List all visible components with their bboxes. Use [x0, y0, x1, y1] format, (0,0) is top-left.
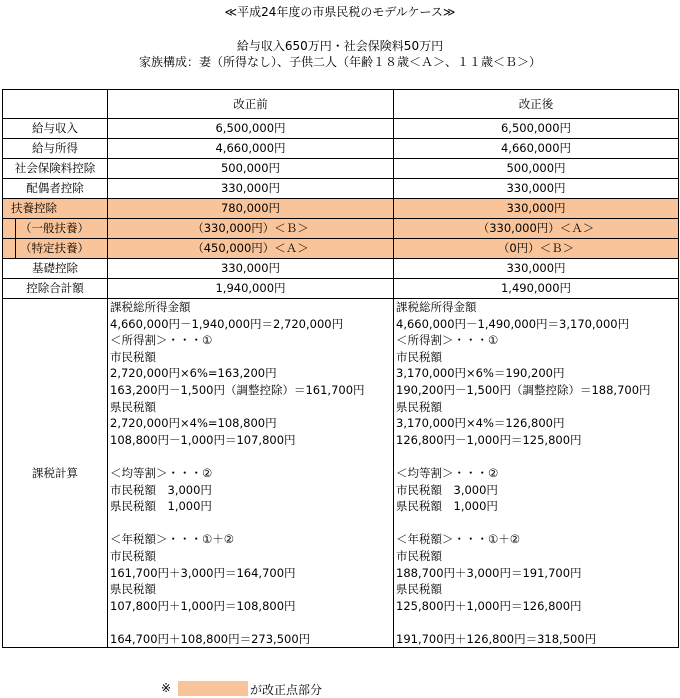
calc-label: 課税計算 [3, 299, 108, 648]
row-label: 基礎控除 [3, 259, 108, 279]
calc-line [110, 515, 391, 532]
calc-line: ＜均等割＞・・・② [110, 465, 213, 480]
calc-line: 190,200円－1,500円（調整控除）＝188,700円 [396, 382, 651, 397]
calc-line: 市民税額 [396, 548, 442, 563]
row-after-value: 330,000円 [394, 259, 679, 279]
row-after-value: 330,000円 [394, 199, 679, 219]
row-before-value: 500,000円 [108, 159, 394, 179]
calc-line: 市民税額 [396, 349, 442, 364]
row-before-value: 4,660,000円 [108, 139, 394, 159]
calc-line: 市民税額 3,000円 [110, 482, 212, 497]
row-before-value: （450,000円）＜Ａ＞ [108, 239, 394, 259]
row-before-value: 1,940,000円 [108, 279, 394, 299]
calc-line: 4,660,000円－1,490,000円＝3,170,000円 [396, 316, 630, 331]
row-label: 給与所得 [3, 139, 108, 159]
calc-line: 県民税額 1,000円 [396, 499, 498, 514]
row-before-value: 780,000円 [108, 199, 394, 219]
row-label: 扶養控除 [3, 199, 108, 219]
calc-line: 126,800円－1,000円＝125,800円 [396, 432, 582, 447]
table-row [3, 139, 679, 159]
row-label: 給与収入 [3, 119, 108, 139]
row-before-value: （330,000円）＜Ｂ＞ [108, 219, 394, 239]
calc-line: 188,700円＋3,000円＝191,700円 [396, 565, 582, 580]
calc-line [110, 448, 391, 465]
calc-line: 市民税額 [110, 349, 156, 364]
calc-line: ＜所得割＞・・・① [396, 333, 499, 348]
calc-line [396, 448, 676, 465]
table-row [3, 179, 679, 199]
calc-line: 2,720,000円×4%=108,800円 [110, 416, 277, 431]
row-label-cell [3, 239, 108, 259]
calc-line: 県民税額 [110, 399, 156, 414]
calc-line: 125,800円＋1,000円＝126,800円 [396, 598, 582, 613]
row-label: （特定扶養） [15, 239, 89, 258]
calc-line: 164,700円＋108,800円＝273,500円 [110, 631, 311, 646]
tax-comparison-table [2, 89, 679, 648]
calc-line: 4,660,000円－1,940,000円＝2,720,000円 [110, 316, 344, 331]
row-before-value: 330,000円 [108, 179, 394, 199]
calc-line: ＜所得割＞・・・① [110, 333, 213, 348]
calc-line: 県民税額 [110, 582, 156, 597]
note-text: が改正点部分 [250, 683, 323, 697]
calc-line: 3,170,000円×6%＝190,200円 [396, 366, 565, 381]
table-row [3, 159, 679, 179]
header-empty-cell [3, 90, 108, 119]
calc-line: 163,200円－1,500円（調整控除）＝161,700円 [110, 382, 365, 397]
table-row [3, 279, 679, 299]
page-title: ≪平成24年度の市県民税のモデルケース≫ [224, 5, 456, 19]
calc-line: 108,800円－1,000円＝107,800円 [110, 432, 296, 447]
highlight-swatch [178, 681, 248, 696]
row-after-value: （0円）＜Ｂ＞ [394, 239, 679, 259]
calc-line: 県民税額 1,000円 [110, 499, 212, 514]
row-before-value: 330,000円 [108, 259, 394, 279]
row-label: （一般扶養） [15, 219, 89, 238]
calc-line: 161,700円＋3,000円＝164,700円 [110, 565, 296, 580]
calc-line: 107,800円＋1,000円＝108,800円 [110, 598, 296, 613]
subtitle-income: 給与収入650万円・社会保険料50万円 [236, 39, 444, 53]
calc-before-cell [108, 299, 394, 648]
calc-line: 県民税額 [396, 399, 442, 414]
table-row-highlighted [3, 199, 679, 219]
calc-line: ＜年税額＞・・・①＋② [396, 532, 521, 547]
calc-line: ＜年税額＞・・・①＋② [110, 532, 235, 547]
calc-line: 市民税額 [110, 548, 156, 563]
row-label: 控除合計額 [3, 279, 108, 299]
subtitle-family: 家族構成：妻（所得なし）、子供二人（年齢１８歳＜Ａ＞、１１歳＜Ｂ＞） [138, 55, 541, 69]
row-before-value: 6,500,000円 [108, 119, 394, 139]
row-after-value: 330,000円 [394, 179, 679, 199]
calc-line: 課税総所得金額 [396, 300, 477, 314]
calc-line: ＜均等割＞・・・② [396, 465, 499, 480]
table-row-highlighted [3, 239, 679, 259]
header-before: 改正前 [108, 90, 394, 119]
calc-row [3, 299, 679, 648]
calc-line: 3,170,000円×4%＝126,800円 [396, 416, 565, 431]
row-label: 配偶者控除 [3, 179, 108, 199]
row-after-value: 6,500,000円 [394, 119, 679, 139]
calc-after-cell [394, 299, 679, 648]
calc-line: 県民税額 [396, 582, 442, 597]
table-row [3, 259, 679, 279]
table-header-row [3, 90, 679, 119]
calc-line [396, 614, 676, 631]
calc-line: 市民税額 3,000円 [396, 482, 498, 497]
row-label: 社会保険料控除 [3, 159, 108, 179]
calc-line: 2,720,000円×6%=163,200円 [110, 366, 277, 381]
table-row [3, 119, 679, 139]
header-after: 改正後 [394, 90, 679, 119]
row-after-value: 1,490,000円 [394, 279, 679, 299]
row-after-value: 4,660,000円 [394, 139, 679, 159]
note-mark: ※ [161, 681, 172, 695]
row-label-cell [3, 219, 108, 239]
calc-line: 191,700円＋126,800円＝318,500円 [396, 631, 597, 646]
calc-line [396, 515, 676, 532]
row-after-value: （330,000円）＜Ａ＞ [394, 219, 679, 239]
calc-line: 課税総所得金額 [110, 300, 191, 314]
table-row-highlighted [3, 219, 679, 239]
row-after-value: 500,000円 [394, 159, 679, 179]
calc-line [110, 614, 391, 631]
